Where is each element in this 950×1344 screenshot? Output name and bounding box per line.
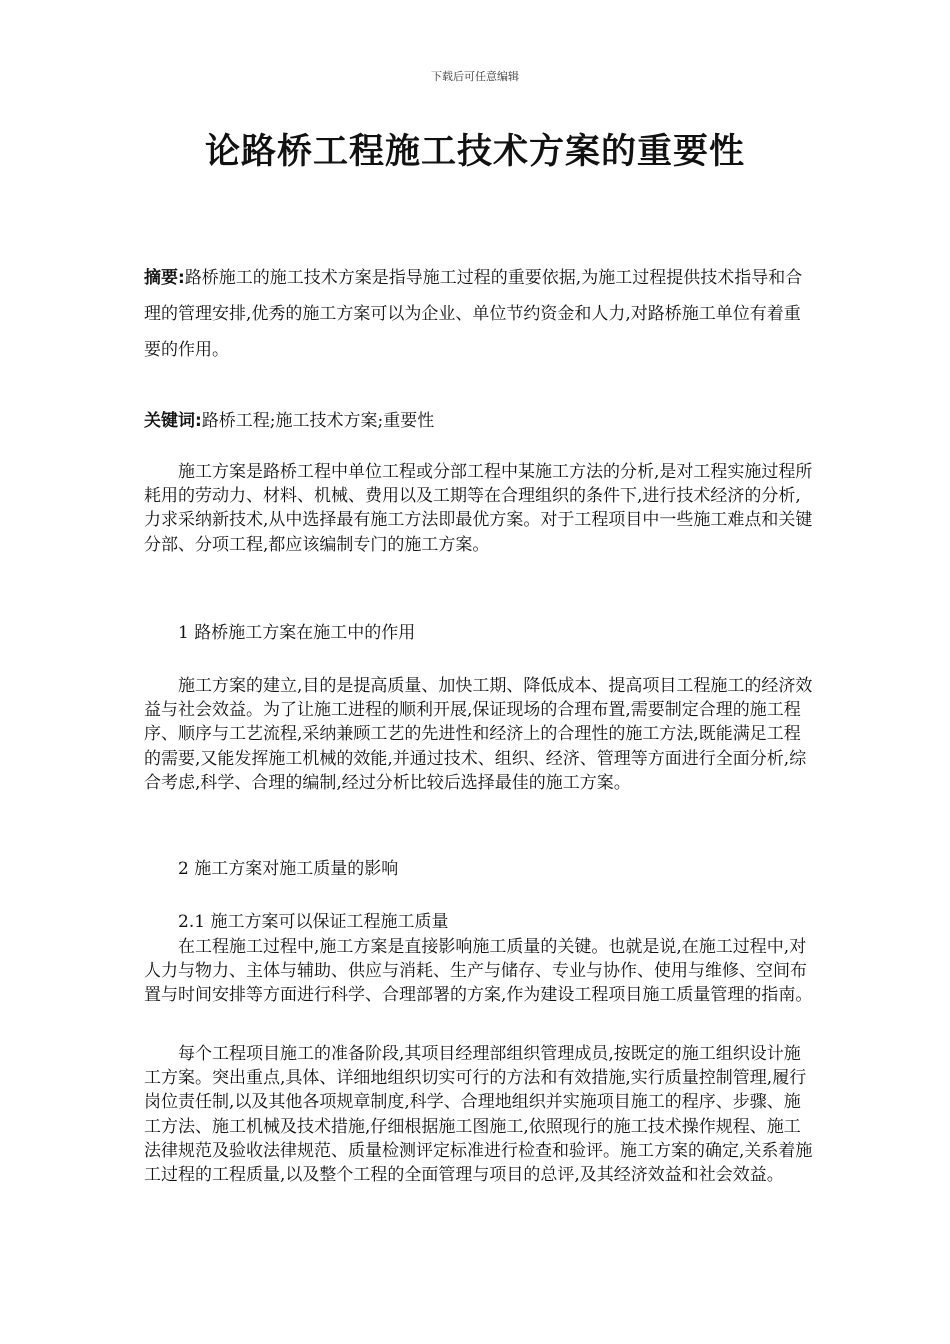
intro-paragraph: 施工方案是路桥工程中单位工程或分部工程中某施工方法的分析,是对工程实施过程所耗用的劳动力、材料、机械、费用以及工期等在合理组织的条件下,进行技术经济的分析,力求采纳新技术,从中选择最有施工方法即最优方案。对于工程项目中一些施工难点和关键分部、分项工程,都应该编制专门的施工方案。 xyxy=(144,462,813,555)
header-note: 下载后可任意编辑 xyxy=(431,70,519,83)
abstract-label: 摘要: xyxy=(144,268,185,288)
abstract-text: 路桥施工的施工技术方案是指导施工过程的重要依据,为施工过程提供技术指导和合理的管理安排,优秀的施工方案可以为企业、单位节约资金和人力,对路桥施工单位有着重要的作用。 xyxy=(144,268,803,360)
section-1-paragraph: 施工方案的建立,目的是提高质量、加快工期、降低成本、提高项目工程施工的经济效益与社会效益。为了让施工进程的顺利开展,保证现场的合理布置,需要制定合理的施工程序、顺序与工艺流程,采纳兼顾工艺的先进性和经济上的合理性的施工方法,既能满足工程的需要,又能发挥施工机械的效能,并通过技术、组织、经济、管理等方面进行全面分析,综合考虑,科学、合理的编制,经过分析比较后选择最佳的施工方案。 xyxy=(144,676,813,793)
section-2-heading: 2 施工方案对施工质量的影响 xyxy=(178,859,399,879)
keywords-text: 路桥工程;施工技术方案;重要性 xyxy=(201,411,435,431)
section-2-1-paragraph-1: 在工程施工过程中,施工方案是直接影响施工质量的关键。也就是说,在施工过程中,对人力与物力、主体与辅助、供应与消耗、生产与储存、专业与协作、使用与维修、空间布置与时间安排等方面进行科学、合理部署的方案,作为建设工程项目施工质量管理的指南。 xyxy=(144,937,813,1006)
document-title: 论路桥工程施工技术方案的重要性 xyxy=(204,132,745,172)
keywords-label: 关键词: xyxy=(144,411,202,431)
section-2-1-heading: 2.1 施工方案可以保证工程施工质量 xyxy=(178,912,449,932)
keywords xyxy=(144,406,814,436)
section-2-1-paragraph-2: 每个工程项目施工的准备阶段,其项目经理部组织管理成员,按既定的施工组织设计施工方案。突出重点,具体、详细地组织切实可行的方法和有效措施,实行质量控制管理,履行岗位责任制,以及其他各项规章制度,科学、合理地组织并实施项目施工的程序、步骤、施工方法、施工机械及技术措施,仔细根据施工图施工,依照现行的施工技术操作规程、施工法律规范及验收法律规范、质量检测评定标准进行检查和验评。施工方案的确定,关系着施工过程的工程质量,以及整个工程的全面管理与项目的总评,及其经济效益和社会效益。 xyxy=(144,1044,813,1186)
section-1-heading: 1 路桥施工方案在施工中的作用 xyxy=(178,623,416,643)
abstract xyxy=(144,260,814,368)
